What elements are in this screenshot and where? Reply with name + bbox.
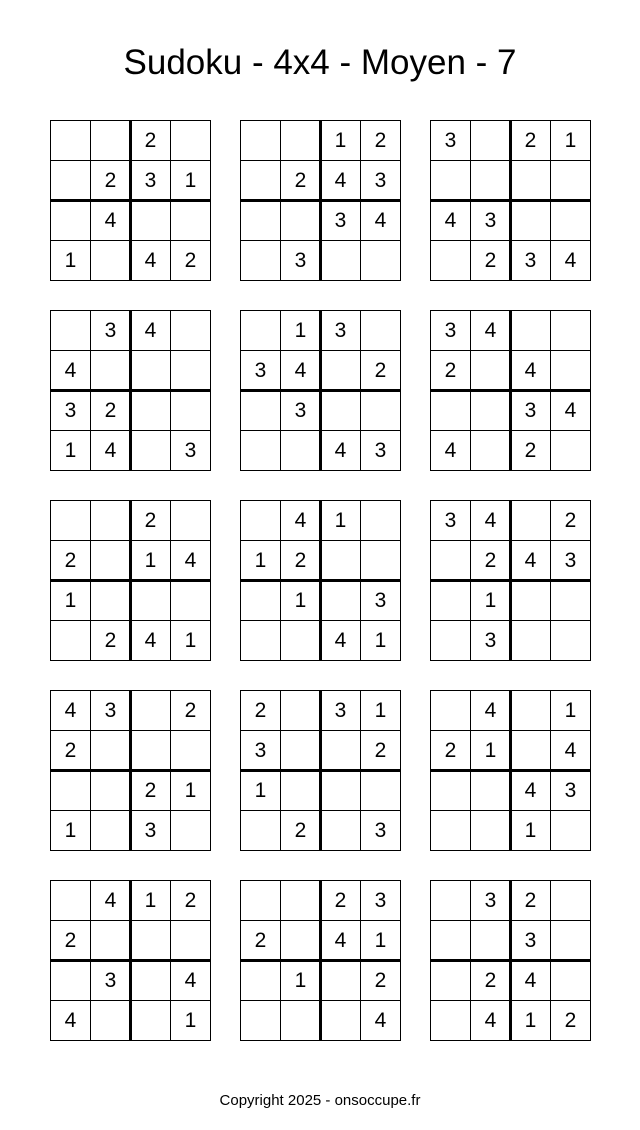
sudoku-cell (50, 770, 91, 811)
sudoku-cell (510, 310, 551, 351)
sudoku-cell (510, 690, 551, 731)
sudoku-cell: 3 (320, 690, 361, 731)
sudoku-cell (240, 580, 281, 621)
sudoku-cell (90, 580, 131, 621)
sudoku-cell: 1 (170, 160, 211, 201)
sudoku-cell (90, 120, 131, 161)
sudoku-grid (430, 500, 591, 661)
sudoku-cell (240, 240, 281, 281)
sudoku-cell (50, 500, 91, 541)
sudoku-cell: 3 (320, 310, 361, 351)
sudoku-cell (90, 920, 131, 961)
sudoku-cell (240, 960, 281, 1001)
sudoku-cell: 1 (510, 1000, 551, 1041)
sudoku-cell: 2 (360, 960, 401, 1001)
sudoku-grid (50, 310, 211, 471)
sudoku-cell: 1 (50, 580, 91, 621)
sudoku-cell (130, 960, 171, 1001)
sudoku-cell: 2 (130, 770, 171, 811)
sudoku-cell (510, 200, 551, 241)
sudoku-cell (550, 310, 591, 351)
sudoku-cell (240, 200, 281, 241)
sudoku-cell (90, 730, 131, 771)
sudoku-cell: 2 (510, 120, 551, 161)
sudoku-cell (130, 430, 171, 471)
sudoku-cell: 4 (470, 500, 511, 541)
sudoku-cell (90, 500, 131, 541)
sudoku-cell: 4 (320, 620, 361, 661)
sudoku-cell (550, 920, 591, 961)
sudoku-cell (90, 540, 131, 581)
sudoku-cell: 2 (280, 160, 321, 201)
sudoku-cell: 4 (470, 310, 511, 351)
sudoku-cell (240, 160, 281, 201)
sudoku-cell: 4 (130, 620, 171, 661)
sudoku-cell: 3 (90, 960, 131, 1001)
sudoku-cell: 2 (130, 120, 171, 161)
sudoku-cell: 4 (550, 390, 591, 431)
sudoku-cell (470, 390, 511, 431)
sudoku-cell: 2 (90, 620, 131, 661)
sudoku-cell (320, 350, 361, 391)
sudoku-cell: 2 (550, 1000, 591, 1041)
sudoku-grid (240, 500, 401, 661)
block-divider-horizontal (430, 389, 591, 392)
sudoku-cell (170, 730, 211, 771)
sudoku-cell (470, 770, 511, 811)
sudoku-cell: 1 (130, 540, 171, 581)
sudoku-cell: 4 (50, 1000, 91, 1041)
sudoku-cell (430, 810, 471, 851)
sudoku-cell: 4 (280, 350, 321, 391)
sudoku-cell (360, 240, 401, 281)
block-divider-horizontal (50, 199, 211, 202)
sudoku-grid (430, 690, 591, 851)
sudoku-cell (550, 960, 591, 1001)
sudoku-cell (50, 310, 91, 351)
sudoku-cell (320, 960, 361, 1001)
sudoku-cell: 1 (280, 310, 321, 351)
sudoku-cell (280, 120, 321, 161)
sudoku-cell: 2 (470, 240, 511, 281)
sudoku-cell (280, 690, 321, 731)
sudoku-cell (130, 390, 171, 431)
sudoku-cell (430, 920, 471, 961)
sudoku-cell (280, 620, 321, 661)
sudoku-cell (360, 770, 401, 811)
block-divider-horizontal (430, 959, 591, 962)
sudoku-cell (470, 160, 511, 201)
sudoku-cell: 2 (360, 350, 401, 391)
sudoku-cell (240, 1000, 281, 1041)
sudoku-cell: 2 (50, 730, 91, 771)
sudoku-cell (510, 580, 551, 621)
sudoku-cell: 4 (90, 430, 131, 471)
block-divider-horizontal (430, 769, 591, 772)
sudoku-cell: 3 (360, 430, 401, 471)
sudoku-cell: 4 (470, 1000, 511, 1041)
sudoku-cell: 1 (320, 500, 361, 541)
sudoku-cell (470, 350, 511, 391)
sudoku-cell (130, 1000, 171, 1041)
sudoku-cell: 4 (360, 200, 401, 241)
sudoku-cell (430, 1000, 471, 1041)
sudoku-cell (430, 240, 471, 281)
sudoku-cell: 4 (170, 960, 211, 1001)
sudoku-cell: 2 (430, 730, 471, 771)
sudoku-cell: 2 (470, 540, 511, 581)
sudoku-cell (550, 350, 591, 391)
sudoku-cell (170, 920, 211, 961)
sudoku-cell (280, 730, 321, 771)
sudoku-cell: 3 (90, 690, 131, 731)
sudoku-cell: 3 (510, 920, 551, 961)
sudoku-cell (50, 960, 91, 1001)
sudoku-cell: 4 (550, 730, 591, 771)
sudoku-cell (360, 500, 401, 541)
sudoku-cell: 3 (130, 810, 171, 851)
puzzle-collection (50, 120, 591, 1041)
sudoku-cell: 3 (240, 730, 281, 771)
sudoku-cell: 1 (550, 120, 591, 161)
sudoku-cell (510, 730, 551, 771)
sudoku-cell: 4 (510, 350, 551, 391)
sudoku-cell: 2 (430, 350, 471, 391)
sudoku-cell (550, 810, 591, 851)
sudoku-cell: 3 (280, 240, 321, 281)
sudoku-grid (430, 880, 591, 1041)
sudoku-cell: 1 (280, 960, 321, 1001)
sudoku-grid (50, 500, 211, 661)
sudoku-cell (320, 810, 361, 851)
sudoku-cell: 4 (130, 240, 171, 281)
sudoku-cell (430, 540, 471, 581)
block-divider-horizontal (240, 769, 401, 772)
sudoku-cell (50, 120, 91, 161)
sudoku-cell (430, 390, 471, 431)
sudoku-cell: 1 (50, 810, 91, 851)
sudoku-cell: 3 (320, 200, 361, 241)
sudoku-cell: 3 (360, 160, 401, 201)
sudoku-cell: 1 (360, 690, 401, 731)
sudoku-cell: 2 (510, 880, 551, 921)
sudoku-cell: 1 (280, 580, 321, 621)
sudoku-cell (320, 1000, 361, 1041)
sudoku-cell (130, 350, 171, 391)
sudoku-cell (170, 350, 211, 391)
sudoku-cell: 2 (130, 500, 171, 541)
sudoku-cell: 4 (360, 1000, 401, 1041)
sudoku-cell: 3 (170, 430, 211, 471)
sudoku-cell (430, 580, 471, 621)
sudoku-cell: 1 (550, 690, 591, 731)
sudoku-cell (320, 580, 361, 621)
sudoku-cell: 2 (170, 240, 211, 281)
copyright-footer: Copyright 2025 - onsoccupe.fr (219, 1092, 421, 1109)
sudoku-cell: 3 (360, 810, 401, 851)
sudoku-cell (360, 310, 401, 351)
sudoku-cell: 2 (50, 920, 91, 961)
sudoku-cell (130, 920, 171, 961)
sudoku-cell: 1 (320, 120, 361, 161)
sudoku-cell (360, 390, 401, 431)
sudoku-cell: 2 (170, 880, 211, 921)
block-divider-horizontal (50, 579, 211, 582)
sudoku-grid (50, 880, 211, 1041)
sudoku-cell: 4 (90, 200, 131, 241)
sudoku-cell: 4 (510, 540, 551, 581)
sudoku-cell (90, 350, 131, 391)
sudoku-cell (240, 390, 281, 431)
sudoku-cell (550, 160, 591, 201)
sudoku-cell: 4 (130, 310, 171, 351)
sudoku-cell (240, 120, 281, 161)
sudoku-cell (280, 1000, 321, 1041)
sudoku-cell: 3 (360, 580, 401, 621)
sudoku-cell (170, 310, 211, 351)
block-divider-horizontal (50, 389, 211, 392)
page-title: Sudoku - 4x4 - Moyen - 7 (123, 43, 517, 82)
sudoku-cell (90, 810, 131, 851)
sudoku-cell: 1 (240, 540, 281, 581)
sudoku-cell (280, 880, 321, 921)
sudoku-cell (90, 240, 131, 281)
block-divider-horizontal (50, 769, 211, 772)
sudoku-cell: 2 (90, 390, 131, 431)
sudoku-cell (170, 200, 211, 241)
sudoku-cell (130, 730, 171, 771)
sudoku-grid (50, 690, 211, 851)
sudoku-cell (240, 810, 281, 851)
sudoku-cell (430, 160, 471, 201)
sudoku-cell: 1 (360, 920, 401, 961)
sudoku-cell: 4 (320, 430, 361, 471)
sudoku-grid (240, 690, 401, 851)
sudoku-cell (170, 810, 211, 851)
sudoku-cell (430, 880, 471, 921)
sudoku-cell (280, 200, 321, 241)
sudoku-cell (320, 770, 361, 811)
sudoku-cell: 3 (50, 390, 91, 431)
sudoku-cell: 3 (430, 310, 471, 351)
block-divider-horizontal (240, 959, 401, 962)
sudoku-cell (50, 620, 91, 661)
block-divider-horizontal (240, 389, 401, 392)
sudoku-cell: 4 (320, 160, 361, 201)
sudoku-cell: 3 (550, 770, 591, 811)
sudoku-cell (470, 810, 511, 851)
sudoku-cell (550, 430, 591, 471)
sudoku-cell (430, 770, 471, 811)
block-divider-horizontal (430, 199, 591, 202)
sudoku-cell (130, 580, 171, 621)
sudoku-cell: 2 (320, 880, 361, 921)
sudoku-cell (130, 200, 171, 241)
sudoku-cell: 2 (240, 690, 281, 731)
sudoku-cell: 4 (430, 200, 471, 241)
sudoku-cell: 2 (240, 920, 281, 961)
sudoku-cell: 2 (90, 160, 131, 201)
sudoku-cell (470, 120, 511, 161)
sudoku-cell: 3 (470, 880, 511, 921)
sudoku-cell (240, 310, 281, 351)
sudoku-cell (170, 500, 211, 541)
sudoku-cell: 3 (240, 350, 281, 391)
sudoku-cell: 2 (50, 540, 91, 581)
sudoku-cell (360, 540, 401, 581)
sudoku-cell (170, 120, 211, 161)
block-divider-horizontal (430, 579, 591, 582)
sudoku-cell: 1 (470, 580, 511, 621)
sudoku-cell (550, 880, 591, 921)
sudoku-cell (550, 620, 591, 661)
sudoku-cell (280, 920, 321, 961)
sudoku-grid (50, 120, 211, 281)
sudoku-cell: 1 (240, 770, 281, 811)
sudoku-cell: 4 (50, 690, 91, 731)
sudoku-cell: 2 (360, 120, 401, 161)
sudoku-cell (510, 500, 551, 541)
sudoku-cell: 1 (170, 1000, 211, 1041)
sudoku-cell: 2 (360, 730, 401, 771)
sudoku-cell (50, 200, 91, 241)
sudoku-cell (90, 770, 131, 811)
sudoku-cell (170, 580, 211, 621)
sudoku-cell: 3 (130, 160, 171, 201)
sudoku-cell: 3 (280, 390, 321, 431)
sudoku-cell: 3 (470, 200, 511, 241)
sudoku-cell: 4 (50, 350, 91, 391)
sudoku-cell (240, 430, 281, 471)
sudoku-cell (280, 770, 321, 811)
sudoku-cell: 3 (550, 540, 591, 581)
sudoku-cell (550, 200, 591, 241)
sudoku-cell: 3 (470, 620, 511, 661)
sudoku-cell: 4 (90, 880, 131, 921)
sudoku-cell (240, 500, 281, 541)
sudoku-cell (130, 690, 171, 731)
block-divider-horizontal (50, 959, 211, 962)
sudoku-cell (50, 880, 91, 921)
sudoku-cell: 4 (470, 690, 511, 731)
sudoku-cell: 4 (170, 540, 211, 581)
sudoku-cell (240, 620, 281, 661)
sudoku-cell: 2 (510, 430, 551, 471)
sudoku-cell: 2 (170, 690, 211, 731)
sudoku-cell (90, 1000, 131, 1041)
sudoku-cell: 4 (510, 960, 551, 1001)
sudoku-cell (430, 690, 471, 731)
sudoku-cell: 1 (510, 810, 551, 851)
sudoku-cell: 4 (510, 770, 551, 811)
sudoku-cell (170, 390, 211, 431)
sudoku-cell: 3 (430, 120, 471, 161)
sudoku-cell: 3 (510, 390, 551, 431)
sudoku-cell (320, 730, 361, 771)
sudoku-grid (240, 310, 401, 471)
sudoku-cell (430, 620, 471, 661)
sudoku-cell (470, 920, 511, 961)
sudoku-cell: 2 (280, 540, 321, 581)
sudoku-cell: 3 (510, 240, 551, 281)
sudoku-cell: 2 (470, 960, 511, 1001)
sudoku-cell: 4 (550, 240, 591, 281)
sudoku-cell (470, 430, 511, 471)
sudoku-grid (240, 120, 401, 281)
sudoku-cell (320, 540, 361, 581)
sudoku-cell: 1 (50, 430, 91, 471)
sudoku-cell: 3 (430, 500, 471, 541)
sudoku-cell: 3 (90, 310, 131, 351)
sudoku-cell (240, 880, 281, 921)
sudoku-cell (510, 620, 551, 661)
sudoku-cell (280, 430, 321, 471)
sudoku-cell: 1 (50, 240, 91, 281)
sudoku-cell (320, 240, 361, 281)
sudoku-cell: 4 (280, 500, 321, 541)
sudoku-grid (240, 880, 401, 1041)
sudoku-cell: 1 (130, 880, 171, 921)
sudoku-cell (50, 160, 91, 201)
sudoku-cell (320, 390, 361, 431)
sudoku-cell: 1 (470, 730, 511, 771)
sudoku-cell (510, 160, 551, 201)
block-divider-horizontal (240, 199, 401, 202)
sudoku-grid (430, 310, 591, 471)
sudoku-cell (430, 960, 471, 1001)
sudoku-cell: 1 (170, 620, 211, 661)
sudoku-grid (430, 120, 591, 281)
sudoku-cell: 2 (280, 810, 321, 851)
sudoku-cell (550, 580, 591, 621)
sudoku-cell: 1 (360, 620, 401, 661)
sudoku-cell: 3 (360, 880, 401, 921)
block-divider-horizontal (240, 579, 401, 582)
sudoku-cell: 4 (320, 920, 361, 961)
sudoku-cell: 2 (550, 500, 591, 541)
sudoku-cell: 1 (170, 770, 211, 811)
sudoku-cell: 4 (430, 430, 471, 471)
